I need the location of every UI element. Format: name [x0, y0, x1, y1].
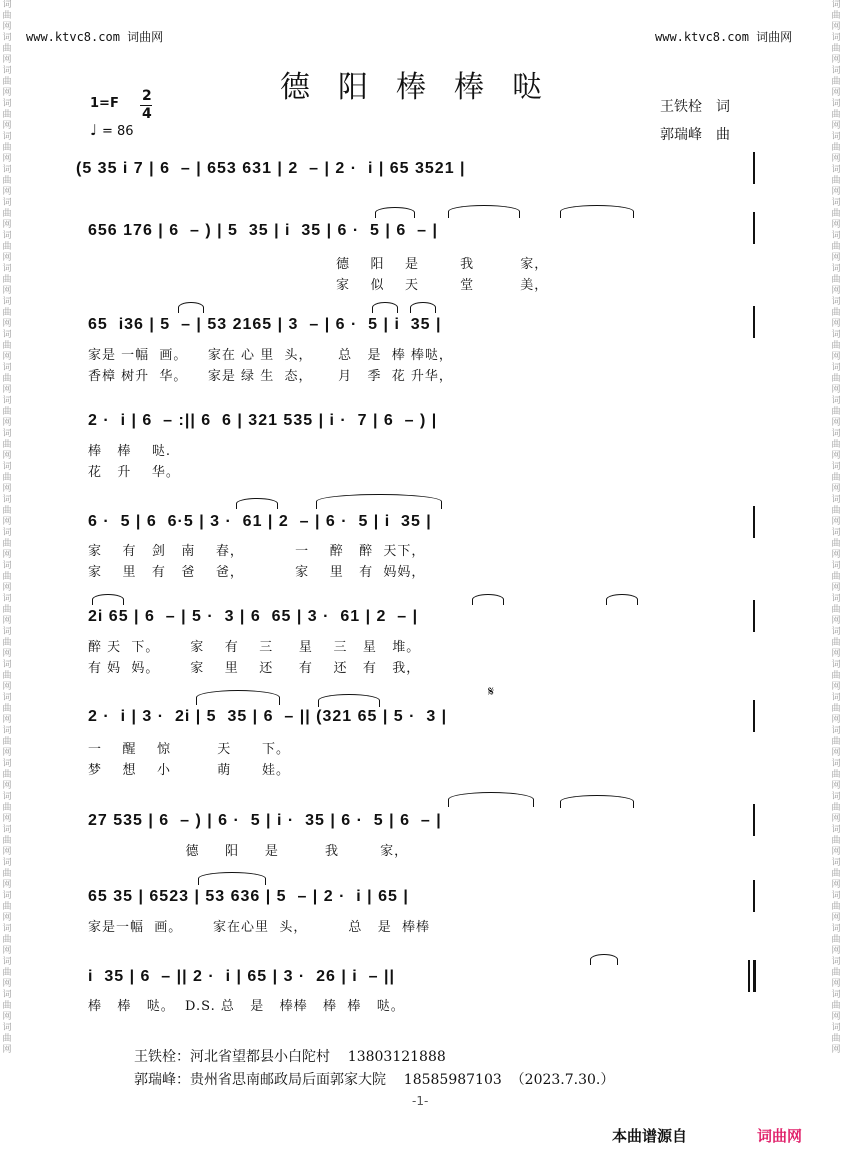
song-title: 德阳棒棒哒 [280, 70, 570, 105]
key-signature: 1=F [90, 96, 119, 111]
score-row-1: (5 35 i 7 | 6 – | 653 631 | 2 – | 2 · i | 65 3521 | [76, 160, 466, 177]
side-watermark-right: 词曲网词曲网词曲网词曲网词曲网词曲网词曲网词曲网词曲网词曲网词曲网词曲网词曲网词曲网词曲网词曲网词曲网词曲网词曲网词曲网词曲网词曲网词曲网词曲网词曲网词曲网词曲网词曲网词曲网词曲网词曲网词曲网 [831, 0, 841, 1055]
lyrics-row-4-verse-2: 花 升 华。 [88, 465, 180, 480]
lyrics-row-7-verse-2: 梦 想 小 萌 娃。 [88, 763, 291, 778]
composer-credit: 郭瑞峰 曲 [660, 127, 730, 143]
score-row-7: 2 · i | 3 · 2i | 5 35 | 6 – || (321 65 | 5 · 3 | [88, 708, 448, 725]
score-row-9: 65 35 | 6523 | 53 636 | 5 – | 2 · i | 65 | [88, 888, 409, 905]
lyrics-row-5-verse-2: 家 里 有 爸 爸， 家 里 有 妈妈， [88, 565, 426, 580]
score-row-4: 2 · i | 6 – :|| 6 6 | 321 535 | i · 7 | 6 – ) | [88, 412, 438, 429]
score-row-5: 6 · 5 | 6 6·5 | 3 · 61 | 2 – | 6 · 5 | i 35 | [88, 513, 432, 530]
lyrics-row-6-verse-2: 有 妈 妈。 家 里 还 有 还 有 我， [88, 661, 421, 676]
lyrics-row-10: 棒 棒 哒。 D.S. 总 是 棒棒 棒 棒 哒。 [88, 999, 405, 1014]
lyrics-row-2-verse-2: 家 似 天 堂 美， [336, 278, 549, 293]
site-link-right[interactable]: www.ktvc8.com 词曲网 [655, 30, 793, 44]
time-signature-bottom: 4 [142, 106, 152, 122]
site-link-left[interactable]: www.ktvc8.com 词曲网 [26, 30, 164, 44]
source-label: 本曲谱源自 [612, 1127, 688, 1145]
lyrics-row-3-verse-2: 香樟 树升 华。 家是 绿 生 态， 月 季 花 升华， [88, 369, 453, 384]
lyricist-credit: 王铁栓 词 [660, 99, 730, 115]
lyrics-row-9: 家是一幅 画。 家在心里 头， 总 是 棒棒 [88, 920, 431, 935]
score-row-3: 65 i36 | 5 – | 53 2165 | 3 – | 6 · 5 | i 35 | [88, 316, 442, 333]
side-watermark-left: 词曲网词曲网词曲网词曲网词曲网词曲网词曲网词曲网词曲网词曲网词曲网词曲网词曲网词曲网词曲网词曲网词曲网词曲网词曲网词曲网词曲网词曲网词曲网词曲网词曲网词曲网词曲网词曲网词曲网词曲网词曲网词曲网 [2, 0, 12, 1055]
quarter-note-icon: ♩ [90, 121, 98, 139]
lyricist-contact: 王铁栓：河北省望都县小白陀村 13803121888 [134, 1049, 446, 1065]
tempo-marking: = 86 [102, 124, 134, 139]
lyrics-row-2-verse-1: 德 阳 是 我 家， [336, 257, 549, 272]
segno-icon: 𝄋 [488, 684, 495, 700]
lyrics-row-5-verse-1: 家 有 剑 南 春， 一 醉 醉 天下， [88, 544, 426, 559]
lyrics-row-6-verse-1: 醉 天 下。 家 有 三 星 三 星 堆。 [88, 640, 421, 655]
composer-contact: 郭瑞峰：贵州省思南邮政局后面郭家大院 18585987103 （2023.7.30.） [134, 1072, 615, 1088]
lyrics-row-3-verse-1: 家是 一幅 画。 家在 心 里 头， 总 是 棒 棒哒， [88, 348, 453, 363]
score-row-6: 2i 65 | 6 – | 5 · 3 | 6 65 | 3 · 61 | 2 – | [88, 608, 419, 625]
lyrics-row-4-verse-1: 棒 棒 哒. [88, 444, 172, 459]
score-row-2: 656 176 | 6 – ) | 5 35 | i 35 | 6 · 5 | 6 – | [88, 222, 438, 239]
time-signature-top: 2 [142, 88, 152, 104]
lyrics-row-7-verse-1: 一 醒 惊 天 下。 [88, 742, 291, 757]
lyrics-row-8: 德 阳 是 我 家， [88, 844, 409, 859]
score-row-10: i 35 | 6 – || 2 · i | 65 | 3 · 26 | i – || [88, 968, 395, 985]
page-number: -1- [412, 1094, 429, 1108]
source-site-link[interactable]: 词曲网 [757, 1127, 803, 1145]
score-row-8: 27 535 | 6 – ) | 6 · 5 | i · 35 | 6 · 5 | 6 – | [88, 812, 442, 829]
